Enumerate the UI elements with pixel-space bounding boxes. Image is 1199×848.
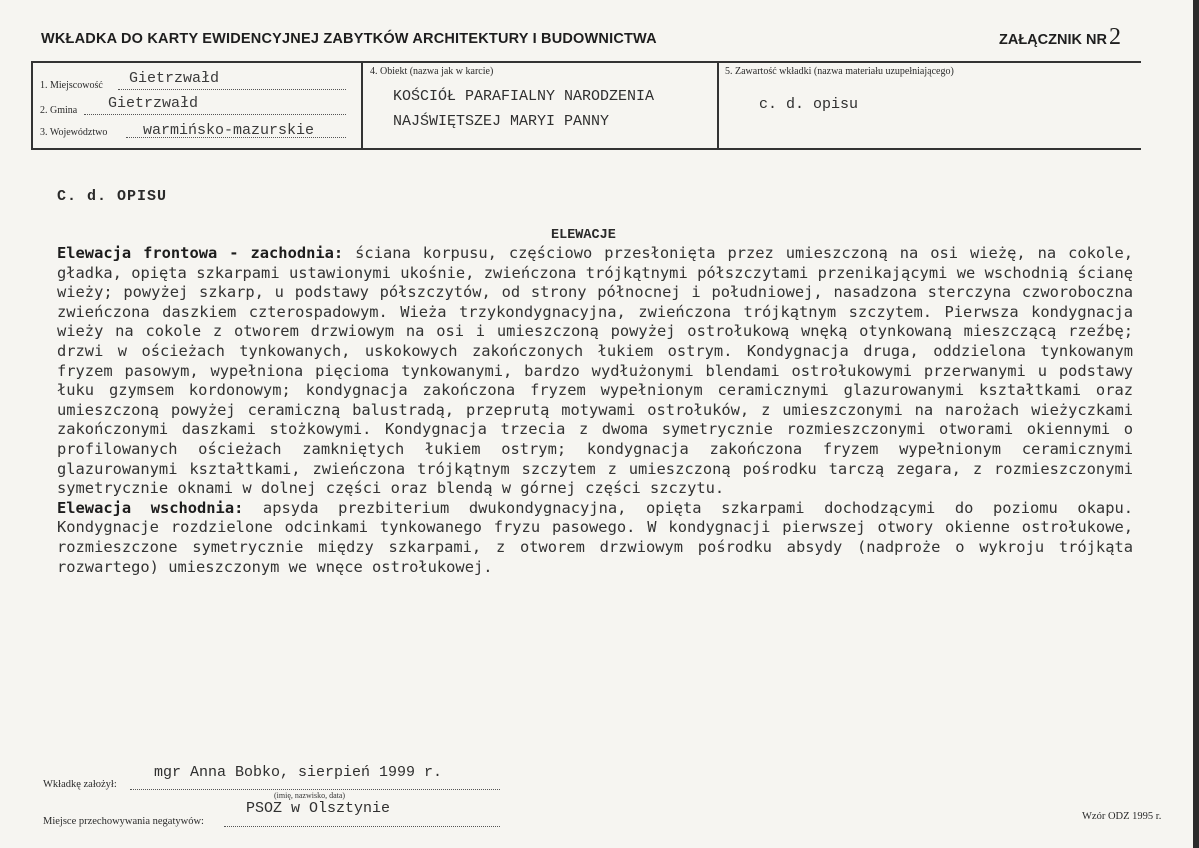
top-rule	[31, 61, 1141, 63]
miejscowosc-label: 1. Miejscowość	[40, 80, 103, 91]
paragraph-east-elevation	[57, 499, 1133, 577]
obiekt-label: 4. Obiekt (nazwa jak w karcie)	[370, 66, 494, 77]
divider-1	[361, 61, 363, 149]
form-title: WKŁADKA DO KARTY EWIDENCYJNEJ ZABYTKÓW ARCHITEKTURY I BUDOWNICTWA	[41, 31, 657, 47]
zawartosc-value: c. d. opisu	[759, 96, 859, 113]
gmina-label: 2. Gmina	[40, 105, 78, 116]
east-elevation-text: apsyda prezbiterium dwukondygnacyjna, opięta szkarpami dochodzącymi do poziomu okapu. Kondygnacje rozdzielone odcinkami tynkowanego fryzu pasowego. W kondygnacji pierwszej otwory okienne ostrołukowe, rozmieszczone symetrycznie między szkarpami, z otworem drzwiowym pośrodku absydy (nadproże o wykroju trójkąta rozwartego) umieszczonym we wnęce ostrołukowej.	[57, 498, 1133, 576]
section-heading: C. d. OPISU	[57, 188, 168, 205]
annex-number: 2	[1108, 24, 1121, 50]
fields-bottom-rule	[31, 148, 1141, 150]
sub-heading: ELEWACJE	[551, 228, 616, 243]
author-value: mgr Anna Bobko, sierpień 1999 r.	[154, 764, 443, 781]
scan-edge	[1193, 0, 1199, 848]
paragraph-front-elevation	[57, 244, 1133, 499]
front-elevation-text: ściana korpusu, częściowo przesłonięta przez umieszczoną na osi wieżę, na cokole, gładka, opięta szkarpami ustawionymi ukośnie, zwieńczona trójkątnymi półszczytami przenikającymi we wschodnią ścianę wieży; powyżej szkarp, u podstawy półszczytów, od strony północnej i południowej, nasadzona sterczyna czworoboczna zwieńczona daszkiem czterospadowym. Wieża trzykondygnacyjna, zwieńczona trójkątnym szczytem. Pierwsza kondygnacja wieży na cokole z otworem drzwiowym na osi i umieszczoną powyżej ostrołukową wnęką otynkowaną mieszczącą rzeźbę; drzwi w ościeżach tynkowanych, uskokowych zakończonych łukiem ostrym. Kondygnacja druga, oddzielona tynkowanym fryzem pasowym, wypełniona pięcioma tynkowanymi, bardzo wydłużonymi blendami ostrołukowymi przerwanymi u podstawy łuku gzymsem kordonowym; kondygnacja zakończona fryzem wypełnionym ceramicznymi glazurowanymi kształtkami oraz umieszczoną powyżej ceramiczną balustradą, przeprutą motywami ostrołuków, z umieszczonymi na narożach wieżyczkami zakończonymi daszkami stożkowymi. Kondygnacja trzecia z dwoma symetrycznie rozmieszczonymi otworami okiennymi o profilowanych ościeżach zamkniętych łukiem ostrym; kondygnacja zakończona fryzem wypełnionym ceramicznymi glazurowanymi kształtkami, zwieńczona trójkątnym szczytem z umieszczoną pośrodku tarczą zegara, z rozmieszczonymi symetrycznie oknami w dolnej części oraz blendą w górnej części szczytu.	[57, 244, 1133, 498]
annex-label-text: ZAŁĄCZNIK NR	[999, 32, 1107, 48]
storage-dots	[224, 826, 500, 827]
wojewodztwo-value: warmińsko-mazurskie	[143, 122, 315, 139]
storage-value: PSOZ w Olsztynie	[246, 800, 391, 817]
divider-2	[717, 61, 719, 149]
wojewodztwo-label: 3. Województwo	[40, 127, 108, 138]
gmina-value: Gietrzwałd	[108, 95, 199, 112]
miejscowosc-value: Gietrzwałd	[129, 70, 220, 87]
zawartosc-label: 5. Zawartość wkładki (nazwa materiału uzupełniającego)	[725, 66, 954, 77]
author-dots	[130, 789, 500, 790]
miejscowosc-dots	[118, 89, 346, 90]
author-caption: (imię, nazwisko, data)	[274, 791, 346, 800]
gmina-dots	[84, 114, 346, 115]
obiekt-line-2: NAJŚWIĘTSZEJ MARYI PANNY	[393, 113, 610, 130]
form-code: Wzór ODZ 1995 r.	[1082, 811, 1162, 822]
east-elevation-lead: Elewacja wschodnia:	[57, 498, 244, 517]
storage-label: Miejsce przechowywania negatywów:	[43, 816, 204, 827]
front-elevation-lead: Elewacja frontowa - zachodnia:	[57, 244, 344, 262]
description-body	[57, 244, 1133, 577]
annex-label	[999, 24, 1121, 51]
author-label: Wkładkę założył:	[43, 779, 117, 790]
obiekt-line-1: KOŚCIÓŁ PARAFIALNY NARODZENIA	[393, 88, 655, 105]
left-border	[31, 61, 33, 149]
